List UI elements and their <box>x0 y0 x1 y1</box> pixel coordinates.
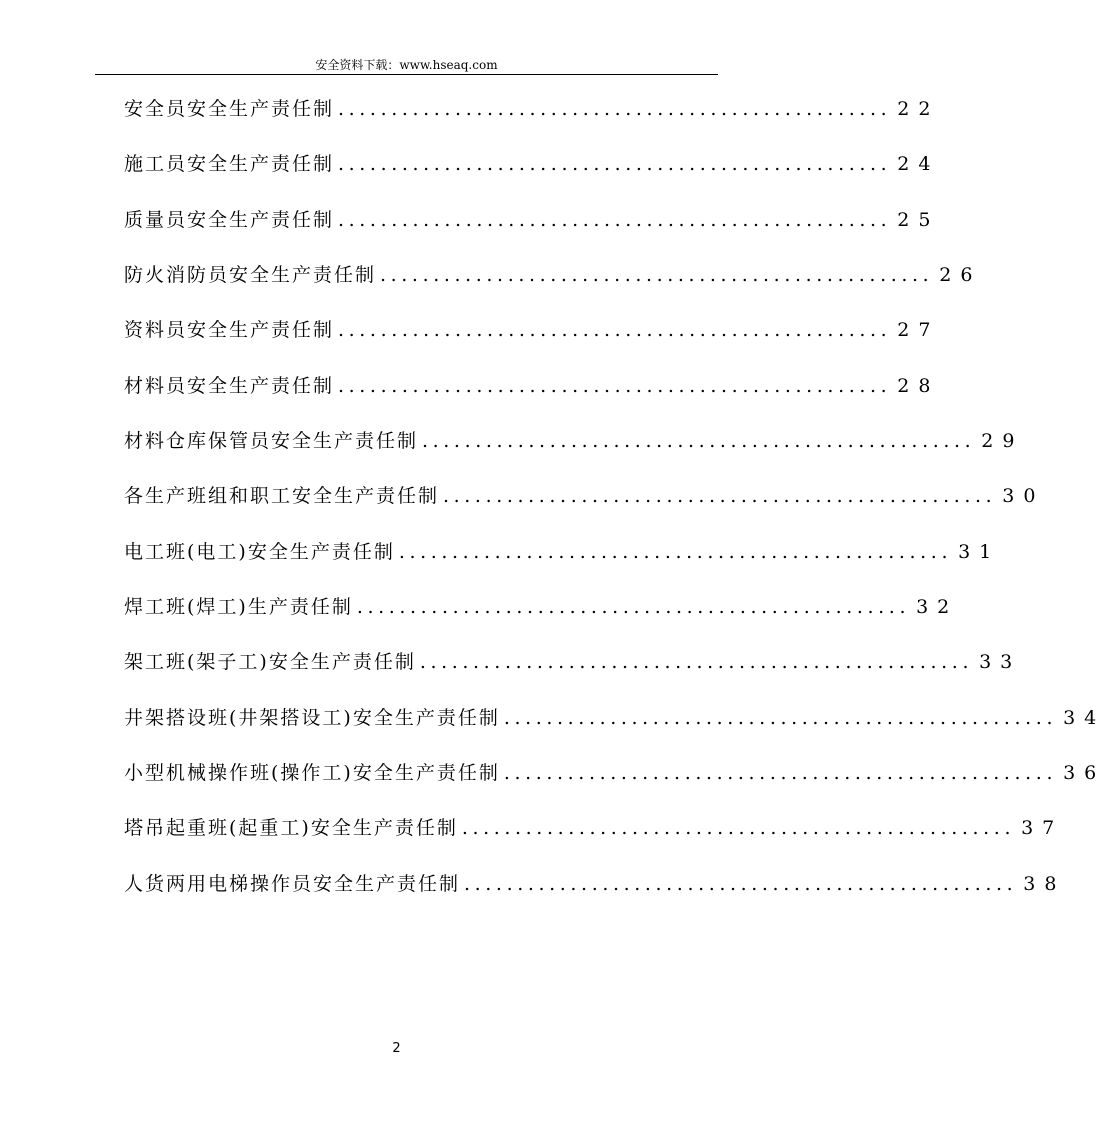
toc-entry[interactable] <box>124 151 940 177</box>
toc-entry[interactable] <box>124 760 1105 786</box>
toc-entry[interactable] <box>124 317 940 343</box>
toc-leader-dots: .................................................... <box>503 762 1058 784</box>
toc-entry[interactable] <box>124 705 1105 731</box>
toc-entry-title: 材料员安全生产责任制 <box>124 375 335 397</box>
toc-leader-dots: .................................................... <box>443 485 997 507</box>
toc-entry[interactable] <box>124 594 959 620</box>
toc-entry-title: 小型机械操作班(操作工)安全生产责任制 <box>124 762 500 784</box>
toc-entry[interactable] <box>124 649 1022 675</box>
toc-entry-title: 人货两用电梯操作员安全生产责任制 <box>124 873 461 895</box>
toc-entry-page: 22 <box>897 98 940 120</box>
toc-entry-page: 30 <box>1002 485 1045 507</box>
toc-entry-title: 焊工班(焊工)生产责任制 <box>124 596 353 618</box>
page-number: 2 <box>392 1041 401 1056</box>
toc-entry-page: 26 <box>939 264 982 286</box>
toc-entry-page: 27 <box>897 319 940 341</box>
toc-entry-title: 资料员安全生产责任制 <box>124 319 335 341</box>
toc-leader-dots: .................................................... <box>380 264 934 286</box>
toc-entry-page: 36 <box>1063 762 1105 784</box>
toc-entry[interactable] <box>124 373 940 399</box>
toc-leader-dots: .................................................... <box>338 209 892 231</box>
toc-entry-title: 架工班(架子工)安全生产责任制 <box>124 651 416 673</box>
toc-leader-dots: .................................................... <box>422 430 976 452</box>
toc-entry[interactable] <box>124 428 1024 454</box>
toc-entry[interactable] <box>124 871 1066 897</box>
toc-entry-page: 28 <box>897 375 940 397</box>
toc-leader-dots: .................................................... <box>461 817 1016 839</box>
toc-leader-dots: .................................................... <box>338 375 892 397</box>
toc-leader-dots: .................................................... <box>338 153 892 175</box>
toc-entry-page: 33 <box>979 651 1022 673</box>
toc-entry-page: 24 <box>897 153 940 175</box>
toc-entry[interactable] <box>124 207 940 233</box>
toc-entry-title: 井架搭设班(井架搭设工)安全生产责任制 <box>124 707 500 729</box>
toc-entry[interactable] <box>124 483 1045 509</box>
toc-entry-title: 安全员安全生产责任制 <box>124 98 335 120</box>
toc-entry-title: 材料仓库保管员安全生产责任制 <box>124 430 419 452</box>
toc-leader-dots: .................................................... <box>419 651 974 673</box>
toc-leader-dots: .................................................... <box>338 98 892 120</box>
toc-entry-title: 防火消防员安全生产责任制 <box>124 264 377 286</box>
toc-entry-title: 施工员安全生产责任制 <box>124 153 335 175</box>
toc-entry-page: 38 <box>1023 873 1066 895</box>
toc-entry-page: 25 <box>897 209 940 231</box>
toc-entry-page: 31 <box>958 541 1001 563</box>
toc-entry[interactable] <box>124 96 940 122</box>
toc-leader-dots: .................................................... <box>398 541 953 563</box>
toc-entry-page: 37 <box>1021 817 1064 839</box>
toc-entry-page: 34 <box>1063 707 1105 729</box>
header-text: 安全资料下载：www.hseaq.com <box>315 58 498 72</box>
toc-leader-dots: .................................................... <box>356 596 911 618</box>
toc-entry-title: 电工班(电工)安全生产责任制 <box>124 541 395 563</box>
toc-leader-dots: .................................................... <box>464 873 1018 895</box>
toc-entry[interactable] <box>124 539 1001 565</box>
toc-entry-page: 32 <box>916 596 959 618</box>
toc-entry-title: 各生产班组和职工安全生产责任制 <box>124 485 440 507</box>
toc-entry-title: 塔吊起重班(起重工)安全生产责任制 <box>124 817 458 839</box>
toc-entry[interactable] <box>124 815 1064 841</box>
toc-entry-title: 质量员安全生产责任制 <box>124 209 335 231</box>
toc-leader-dots: .................................................... <box>503 707 1058 729</box>
toc-entry-page: 29 <box>981 430 1024 452</box>
toc-entry[interactable] <box>124 262 982 288</box>
toc-leader-dots: .................................................... <box>338 319 892 341</box>
